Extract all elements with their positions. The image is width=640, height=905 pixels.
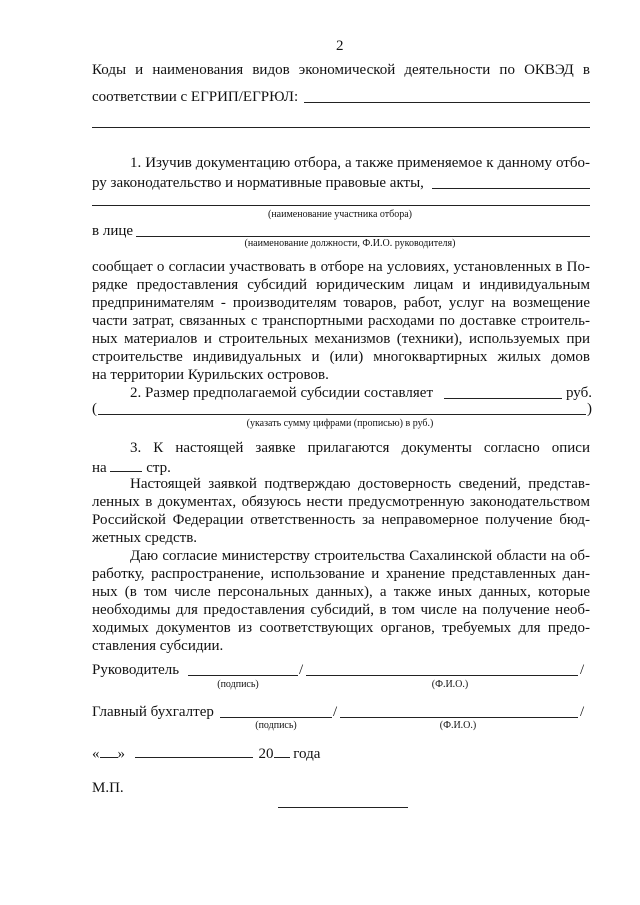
okved-fill-line-1 [304,102,590,103]
currency-label: руб. [566,385,592,401]
section1-body-last: на территории Курильских островов. [92,367,329,383]
pages-prefix: на [92,460,107,476]
end-of-form-line [278,807,408,808]
open-paren: ( [92,401,97,417]
date-close-quote: » [117,746,125,762]
consent-line: ных (в том числе персональных данных), а также иных данных, которые [92,584,590,600]
section1-line-1: 1. Изучив документацию отбора, а также применяемое к данному отбо- [130,155,590,171]
consent-line: Даю согласие министерству строительства Сахалинской области на об- [130,548,590,564]
consent-last: ставления субсидии. [92,638,224,654]
section1-body-line: сообщает о согласии участвовать в отборе на условиях, установленных в По- [92,259,590,275]
month-field [135,744,253,758]
date-line [92,744,320,763]
subsidy-amount-line [444,398,562,399]
caption-head-name: (Ф.И.О.) [431,679,469,690]
section1-line-2: ру законодательство и нормативные правовые акты, [92,175,424,191]
okved-fill-line-2 [92,127,590,128]
section1-fill-line [432,188,590,189]
participant-name-line [92,205,590,206]
caption-head-signature: (подпись) [217,679,259,690]
caption-amount: (указать сумму цифрами (прописью) в руб.) [246,418,434,429]
year-suffix: года [293,746,321,762]
pages-count-field [110,458,142,472]
close-paren: ) [587,401,592,417]
accountant-slash-2: / [580,704,585,720]
section3-line-2 [92,458,171,477]
chief-accountant-label: Главный бухгалтер [92,704,214,720]
okved-line-2: соответствии с ЕГРИП/ЕГРЮЛ: [92,89,299,105]
section1-body-line: рядке предоставления субсидий юридическим лицам и индивидуальным [92,277,590,293]
subsidy-amount-label: 2. Размер предполагаемой субсидии составляет [130,385,434,401]
subsidy-words-line [98,414,586,415]
confirm-line: ленных в документах, обязуюсь нести предусмотренную законодательством [92,494,590,510]
consent-line: ходимых документов из соответствующих органов, требуемых для предо- [92,620,590,636]
day-field [100,744,118,758]
pages-suffix: стр. [146,460,171,476]
okved-line-1: Коды и наименования видов экономической деятельности по ОКВЭД в [92,62,590,78]
confirm-last: жетных средств. [92,530,198,546]
confirm-line: Настоящей заявкой подтверждаю достоверность сведений, представ- [130,476,590,492]
caption-accountant-name: (Ф.И.О.) [439,720,477,731]
caption-position: (наименование должности, Ф.И.О. руководителя) [244,238,456,249]
date-open-quote: « [92,746,100,762]
position-name-line [136,236,590,237]
caption-participant: (наименование участника отбора) [268,209,412,220]
accountant-signature-line [220,717,332,718]
accountant-slash-1: / [333,704,338,720]
confirm-line: Российской Федерации ответственность за неправомерное получение бюд- [92,512,590,528]
head-slash-1: / [299,662,304,678]
stamp-place: М.П. [92,780,124,796]
year-prefix: 20 [258,746,274,762]
page-number: 2 [336,38,344,54]
head-name-line [306,675,578,676]
section1-body-line: предпринимателям - производителям товаров, работ, услуг на возмещение [92,295,590,311]
section3-line-1: 3. К настоящей заявке прилагаются документы согласно описи [130,440,590,456]
head-label: Руководитель [92,662,180,678]
caption-accountant-signature: (подпись) [255,720,297,731]
section1-body-line: ных материалов и строительных механизмов (техники), используемых при [92,331,590,347]
year-field [274,744,290,758]
consent-line: необходимы для предоставления субсидий, в том числе на получение необ- [92,602,590,618]
head-slash-2: / [580,662,585,678]
accountant-name-line [340,717,578,718]
head-signature-line [188,675,298,676]
consent-line: работку, распространение, использование и хранение представленных дан- [92,566,590,582]
in-person-label: в лице [92,223,134,239]
section1-body-line: строительстве индивидуальных и (или) многоквартирных жилых домов [92,349,590,365]
section1-body-line: части затрат, связанных с транспортными расходами по доставке строитель- [92,313,590,329]
